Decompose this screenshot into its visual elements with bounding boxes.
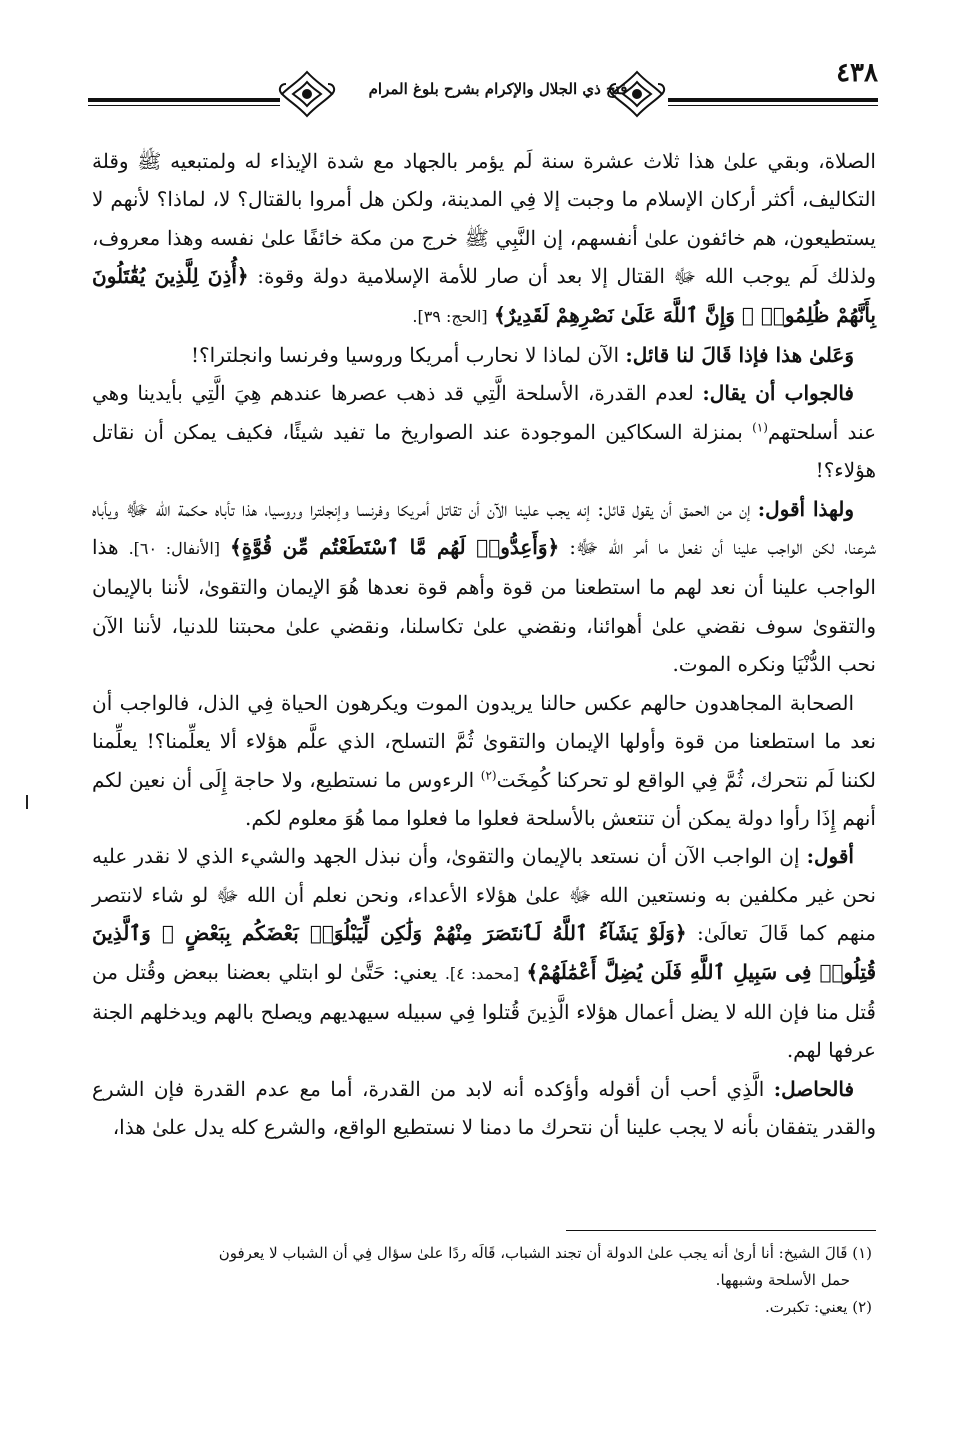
footnote-2-text: (٢) يعني: تكبرت. — [765, 1298, 872, 1316]
paragraph-7 — [92, 1070, 876, 1147]
p6-text-2: يعني: حَتَّىٰ لو ابتلي بعضنا ببعض وقُتل من قُتل منا فإن الله لا يضل أعمال هؤلاء الَّذِينَ قُتلوا فِي سبيله سيهديهم ويصلح بالهم ويدخلهم الجنة عرفها لهم. — [92, 959, 876, 1063]
header-rule-left — [88, 98, 280, 102]
margin-mark — [26, 795, 28, 809]
paragraph-4 — [92, 490, 876, 684]
footnote-1-line-2: حمل الأسلحة وشبهها. — [715, 1271, 850, 1289]
header-rule-right — [668, 98, 878, 102]
p3-text-2: بمنزلة السكاكين الموجودة عند الصواريخ ما تفيد شيئًا، فكيف يمكن أن نقاتل هؤلاء؟! — [92, 419, 876, 483]
p4-lead: ولهذا أقول: — [757, 496, 855, 521]
footnote-separator — [566, 1230, 876, 1231]
p1-verse: ﴿أُذِنَ لِلَّذِينَ يُقَٰتَلُونَ بِأَنَّهُمْ ظُلِمُوا۟ ۚ وَإِنَّ ٱللَّهَ عَلَىٰ نَصْرِهِمْ لَقَدِيرٌ﴾ — [92, 264, 876, 327]
p6-ref: [محمد: ٤]. — [444, 963, 520, 983]
p5-text-2: الرءوس ما نستطيع، ولا حاجة إِلَى أن نعين لكم أنهم إِذَا رأوا دولة يمكن أن تنتعش بالأسلحة فعلوا ما فعلوا مما هُوَ معلوم لكم. — [92, 767, 876, 830]
ornament-left-icon — [278, 66, 336, 122]
p4-text-2: هذا الواجب علينا أن نعد لهم ما استطعنا من قوة وأهم قوة نعدها هُوَ الإيمان والتقوىٰ، لأننا بالإيمان والتقوىٰ سوف نقضي علىٰ أهوائنا، ونقضي علىٰ تكاسلنا، ونقضي علىٰ محبتنا للدنيا، لأننا الآن نحب الدُّنْيَا ونكره الموت. — [92, 535, 876, 677]
paragraph-6 — [92, 837, 876, 1069]
p4-verse: ﴿وَأَعِدُّوا۟ لَهُم مَّا ٱسْتَطَعْتُم مِّن قُوَّةٍ﴾ — [230, 535, 560, 560]
p7-text: الَّذِي أحب أن أقوله وأؤكده أنه لابد من القدرة، أما مع عدم القدرة فإن الشرع والقدر يتفقان بأنه لا يجب علينا أن نتحرك ما دمنا لا نستطيع الواقع، والشرع كله يدل علىٰ هذا، — [92, 1076, 876, 1140]
footnote-1-line-1: (١) قَالَ الشيخ: أنا أرىٰ أنه يجب علىٰ الدولة أن تجند الشباب، قَالَه ردًا علىٰ سؤال فِي أن الشباب لا يعرفون — [218, 1244, 872, 1262]
paragraph-3 — [92, 374, 876, 489]
footnote-1-continuation — [92, 1267, 872, 1294]
p6-lead: أقول: — [806, 844, 854, 869]
paragraph-5 — [92, 684, 876, 838]
p4-text: إن من الحمق أن يقول قائل: إنه يجب علينا الآن أن تقاتل أمريكا وفرنسا وإنجلترا وروسيا، هذا تأباه حكمة الله ﷻ ويأباه شرعنا، لكن الواجب علينا أن نفعل ما أمر الله ﷻ: — [92, 496, 877, 560]
header-rule-right-thin — [668, 105, 878, 106]
p7-lead: فالحاصل: — [773, 1076, 855, 1101]
p5-text: الصحابة المجاهدون حالهم عكس حالنا يريدون الموت ويكرهون الحياة فِي الذل، فالواجب أن نعد ما استطعنا من قوة وأولها الإيمان والتقوىٰ ثُمَّ التسلح، الذي علَّم هؤلاء ألا يعلِّمنا؟! يعلِّمنا لكننا لَم نتحرك، ثُمَّ فِي الواقع لو تحركنا كُمِخَت — [92, 690, 877, 792]
footnotes — [92, 1240, 872, 1321]
footnote-marker-2: (٢) — [480, 767, 497, 782]
paragraph-1 — [92, 142, 876, 336]
p3-lead: فالجواب أن يقال: — [702, 381, 854, 406]
p1-text: الصلاة، وبقي علىٰ هذا ثلاث عشرة سنة لَم يؤمر بالجهاد مع شدة الإيذاء له ولمتبعيه ﷺ وقلة التكاليف، أكثر أركان الإسلام ما وجبت إلا فِي المدينة، ولكن هل أمروا بالقتال؟ لا، لماذا؟ لأنهم لا يستطيعون، هم خائفون علىٰ أنفسهم، إن النَّبِي ﷺ خرج من مكة خائفًا علىٰ نفسه وهذا معروف، ولذلك لَم يوجب الله ﷻ القتال إلا بعد أن صار للأمة الإسلامية دولة وقوة: — [92, 149, 876, 289]
paragraph-2 — [92, 336, 876, 374]
page-header — [88, 58, 878, 128]
p4-ref: [الأنفال: ٦٠]. — [128, 539, 221, 559]
p3-text: لعدم القدرة، الأسلحة الَّتِي قد ذهب عصرها عندهم هِيَ الَّتِي بأيدينا وهي عند أسلحتهم — [92, 381, 877, 444]
p1-ref: [الحج: ٣٩]. — [412, 306, 488, 326]
footnote-1 — [92, 1240, 872, 1267]
p6-text: إن الواجب الآن أن نستعد بالإيمان والتقوىٰ، وأن نبذل الجهد والشيء الذي لا نقدر عليه نحن غير مكلفين به ونستعين الله ﷻ علىٰ هؤلاء الأعداء، ونحن نعلم أن الله ﷻ لو شاء لانتصر منهم كما قَالَ تعالَىٰ: — [92, 844, 876, 946]
page-number: ٤٣٨ — [836, 58, 878, 88]
header-rule-left-thin — [88, 105, 280, 106]
running-title: فتح ذي الجلال والإكرام بشرح بلوغ المرام — [368, 80, 628, 98]
p2-text: الآن لماذا لا نحارب أمريكا وروسيا وفرنسا وانجلترا؟! — [191, 343, 620, 368]
main-text — [92, 142, 876, 1147]
footnote-2 — [92, 1294, 872, 1321]
p6-verse: ﴿وَلَوْ يَشَآءُ ٱللَّهُ لَٱنتَصَرَ مِنْهُمْ وَلَٰكِن لِّيَبْلُوَا۟ بَعْضَكُم بِبَعْضٍ ۗ وَٱلَّذِينَ قُتِلُوا۟ فِى سَبِيلِ ٱللَّهِ فَلَن يُضِلَّ أَعْمَٰلَهُمْ﴾ — [92, 921, 877, 984]
p2-lead: وَعَلىٰ هذا فإذا قَالَ لنا قائل: — [625, 343, 854, 368]
footnote-marker-1: (١) — [752, 420, 768, 435]
